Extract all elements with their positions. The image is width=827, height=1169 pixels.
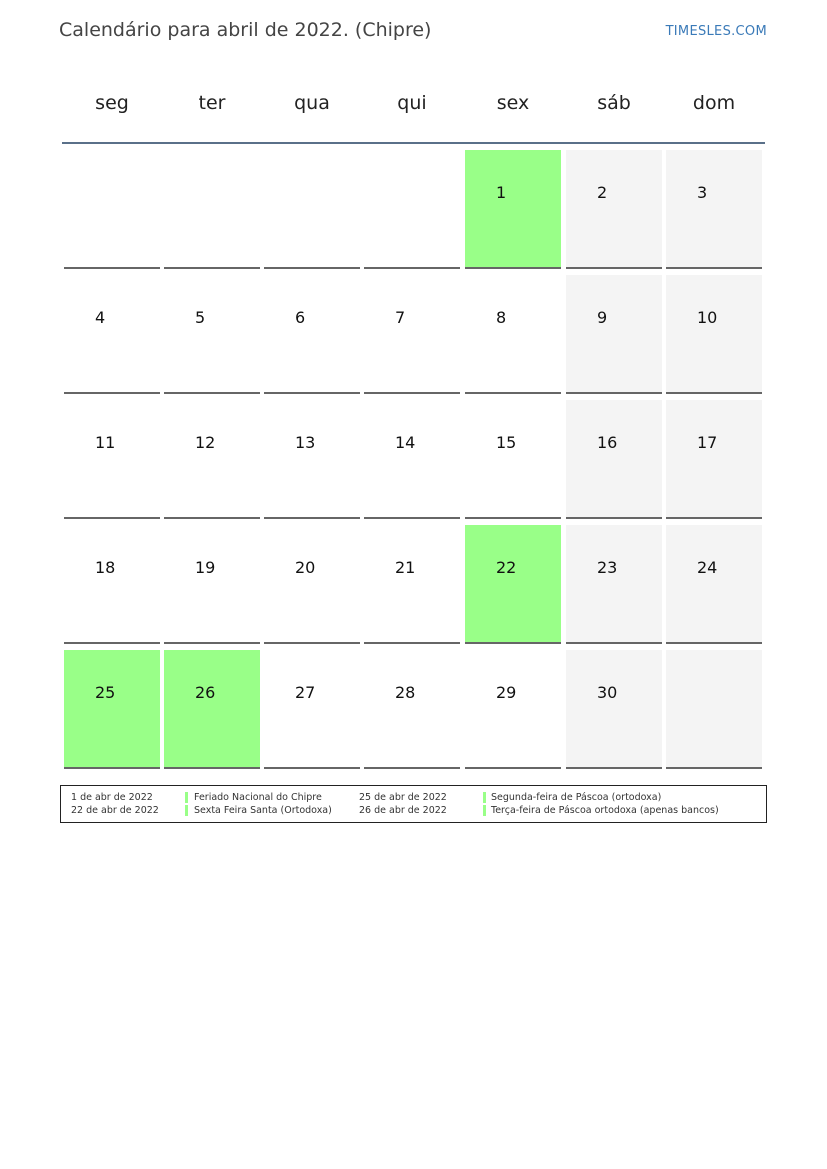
legend-name: Sexta Feira Santa (Ortodoxa) [194, 805, 332, 816]
day-cell[interactable] [666, 150, 762, 269]
weekday-header [62, 70, 765, 144]
day-number: 1 [496, 183, 507, 202]
day-cell[interactable] [264, 650, 360, 769]
day-number: 19 [195, 558, 216, 577]
day-number: 28 [395, 683, 416, 702]
day-number: 12 [195, 433, 216, 452]
day-number: 27 [295, 683, 316, 702]
legend-color-swatch [185, 805, 188, 816]
day-number: 8 [496, 308, 507, 327]
day-cell[interactable] [164, 275, 260, 394]
day-cell[interactable] [264, 400, 360, 519]
day-number: 14 [395, 433, 416, 452]
day-number: 22 [496, 558, 517, 577]
day-cell[interactable] [566, 275, 662, 394]
holiday-legend [60, 785, 767, 823]
day-number: 18 [95, 558, 116, 577]
legend-color-swatch [185, 792, 188, 803]
day-number: 7 [395, 308, 406, 327]
weekday-4: sex [496, 92, 530, 114]
day-number: 11 [95, 433, 116, 452]
day-number: 2 [597, 183, 608, 202]
day-cell[interactable] [465, 525, 561, 644]
legend-color-swatch [483, 805, 486, 816]
legend-date: 26 de abr de 2022 [359, 805, 447, 816]
day-number: 24 [697, 558, 718, 577]
legend-name: Segunda-feira de Páscoa (ortodoxa) [491, 792, 662, 803]
day-number: 13 [295, 433, 316, 452]
day-number: 5 [195, 308, 206, 327]
weekday-6: dom [692, 92, 736, 114]
legend-date: 22 de abr de 2022 [71, 805, 159, 816]
day-cell[interactable] [64, 275, 160, 394]
legend-date: 25 de abr de 2022 [359, 792, 447, 803]
day-cell[interactable] [364, 525, 460, 644]
day-cell[interactable] [164, 650, 260, 769]
day-cell[interactable] [465, 400, 561, 519]
day-cell[interactable] [465, 275, 561, 394]
day-cell[interactable] [566, 525, 662, 644]
day-number: 6 [295, 308, 306, 327]
day-cell[interactable] [566, 650, 662, 769]
day-cell[interactable] [164, 525, 260, 644]
empty-day-cell [64, 150, 160, 269]
empty-day-cell [666, 650, 762, 769]
day-cell[interactable] [566, 150, 662, 269]
day-number: 9 [597, 308, 608, 327]
day-cell[interactable] [264, 275, 360, 394]
page-title: Calendário para abril de 2022. (Chipre) [59, 19, 432, 41]
day-cell[interactable] [666, 400, 762, 519]
day-number: 29 [496, 683, 517, 702]
day-number: 25 [95, 683, 116, 702]
day-number: 10 [697, 308, 718, 327]
brand-link[interactable]: TIMESLES.COM [665, 24, 767, 39]
day-number: 15 [496, 433, 517, 452]
day-cell[interactable] [364, 275, 460, 394]
day-cell[interactable] [64, 650, 160, 769]
weekday-0: seg [95, 92, 129, 114]
day-cell[interactable] [465, 650, 561, 769]
legend-color-swatch [483, 792, 486, 803]
day-cell[interactable] [264, 525, 360, 644]
legend-name: Feriado Nacional do Chipre [194, 792, 322, 803]
day-cell[interactable] [566, 400, 662, 519]
empty-day-cell [164, 150, 260, 269]
legend-date: 1 de abr de 2022 [71, 792, 153, 803]
weekday-5: sáb [597, 92, 631, 114]
weekday-3: qui [397, 92, 427, 114]
day-number: 26 [195, 683, 216, 702]
day-cell[interactable] [666, 275, 762, 394]
day-number: 20 [295, 558, 316, 577]
day-number: 3 [697, 183, 708, 202]
day-number: 16 [597, 433, 618, 452]
day-cell[interactable] [666, 525, 762, 644]
day-cell[interactable] [64, 400, 160, 519]
empty-day-cell [264, 150, 360, 269]
day-number: 23 [597, 558, 618, 577]
day-cell[interactable] [364, 650, 460, 769]
day-number: 17 [697, 433, 718, 452]
weekday-2: qua [294, 92, 330, 114]
day-number: 21 [395, 558, 416, 577]
empty-day-cell [364, 150, 460, 269]
day-cell[interactable] [164, 400, 260, 519]
day-cell[interactable] [64, 525, 160, 644]
day-cell[interactable] [465, 150, 561, 269]
day-cell[interactable] [364, 400, 460, 519]
day-number: 30 [597, 683, 618, 702]
weekday-1: ter [198, 92, 226, 114]
day-number: 4 [95, 308, 106, 327]
legend-name: Terça-feira de Páscoa ortodoxa (apenas bancos) [491, 805, 719, 816]
